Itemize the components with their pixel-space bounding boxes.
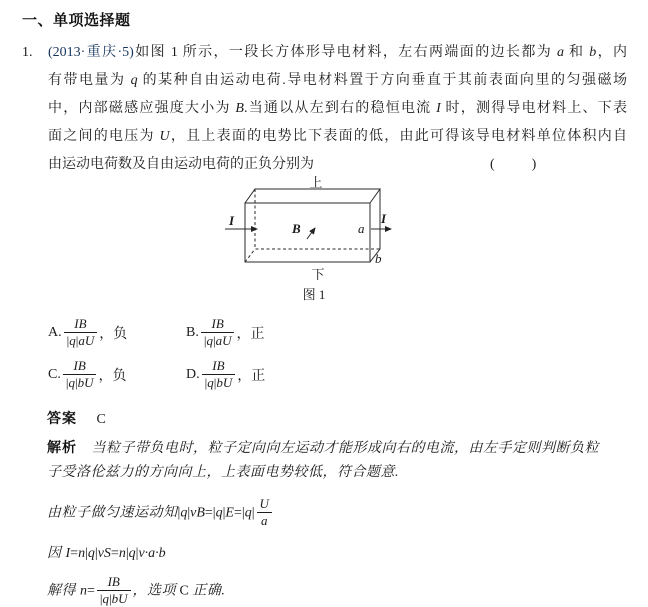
answer-brackets: ( ) [490,157,538,172]
option-a: A. $\frac{IB}{|q|aU}$ ，负 [48,315,128,348]
question-text-tail: 由运动电荷数及自由运动电荷的正负分别为 [48,157,314,172]
derivation-line-2: 因 I=n|q|vS=n|q|v·a·b [47,546,166,562]
question-text-line: (2013·重庆·5)如图 1 所示，一段长方体形导电材料，左右两端面的边长都为 a 和 b，内 [48,45,627,60]
analysis-text: 当粒子带负电时，粒子定向向左运动才能形成向右的电流，由左手定则判断负粒 [91,441,599,456]
answer-label: 答案 [47,410,77,426]
derivation-line-3: 解得 n= $\frac{IB}{|q|bU}$ ，选项 C 正确. [47,574,226,606]
options-row [48,312,648,354]
options-block [48,312,648,396]
figure-caption: 图 1 [302,287,326,302]
options-row [48,354,648,396]
answer-value: C [96,412,106,427]
section-title: 一、单项选择题 [22,12,131,29]
option-d: D. $\frac{IB}{|q|bU}$ ，正 [186,357,266,390]
answer-row [47,408,648,428]
figure-bottom-label: 下 [311,267,325,282]
analysis-line [47,435,622,461]
analysis-line: 子受洛伦兹力的方向向上，上表面电势较低，符合题意. [47,465,399,480]
analysis-label: 解析 [47,439,77,455]
question-text-line: 中，内部磁感应强度大小为 B.当通以从左到右的稳恒电流 I 时，测得导电材料上、下表 [48,101,627,116]
question-block [22,39,648,179]
question-text-line: 面之间的电压为 U，且上表面的电势比下表面的低，由此可得该导电材料单位体积内自 [48,129,627,144]
question-number: 1. [22,45,33,60]
figure-top-label: 上 [309,175,323,190]
question-text-line [48,151,627,179]
option-c: C. $\frac{IB}{|q|bU}$ ，负 [48,357,127,390]
field-label: B [292,221,301,236]
derivation-line-1: 由粒子做匀速运动知|q|vB=|q|E=|q| $\frac{U}{a}$ [47,497,648,529]
field-arrow [307,228,315,239]
question-body [48,39,627,179]
edge-a-label: a [358,221,365,236]
conductor-diagram [150,175,430,303]
edge-b-label: b [375,251,382,266]
cuboid-top-face [245,189,380,203]
current-label-right: I [381,211,387,226]
question-text-line: 有带电量为 q 的某种自由运动电荷.导电材料置于方向垂直于其前表面向里的匀强磁场 [48,73,627,88]
figure-1 [150,175,648,308]
option-b: B. $\frac{IB}{|q|aU}$ ，正 [186,315,265,348]
current-label-left: I [229,213,235,228]
cuboid-front-face [245,203,370,262]
analysis-block [47,435,622,485]
